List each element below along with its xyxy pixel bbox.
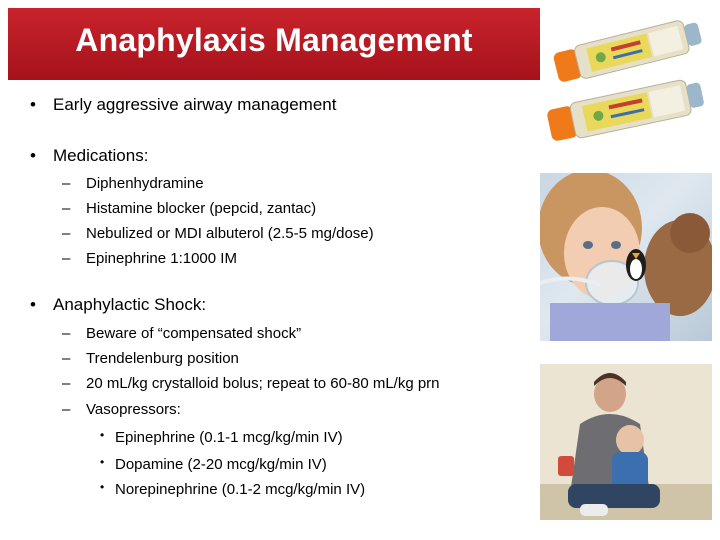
sub-bullet-text: Histamine blocker (pepcid, zantac) bbox=[86, 200, 317, 217]
bullet-mark: • bbox=[100, 455, 105, 469]
father-holding-child-photo bbox=[540, 364, 712, 520]
dash-mark: – bbox=[62, 225, 71, 242]
sub-bullet-text: Diphenhydramine bbox=[86, 175, 204, 192]
sub-sub-bullet-text: Dopamine (2-20 mcg/kg/min IV) bbox=[115, 456, 327, 473]
bullet-mark: • bbox=[100, 480, 105, 494]
sub-bullet-text: Nebulized or MDI albuterol (2.5-5 mg/dose) bbox=[86, 225, 374, 242]
sub-bullet-text: 20 mL/kg crystalloid bolus; repeat to 60-80 mL/kg prn bbox=[86, 375, 440, 392]
dash-mark: – bbox=[62, 250, 71, 267]
dash-mark: – bbox=[62, 175, 71, 192]
sub-bullet-text: Epinephrine 1:1000 IM bbox=[86, 250, 237, 267]
bullet-mark: • bbox=[30, 146, 36, 165]
child-nebulizer-mask-photo bbox=[540, 173, 712, 341]
dash-mark: – bbox=[62, 325, 71, 342]
sub-bullet-text: Vasopressors: bbox=[86, 401, 181, 418]
sub-sub-bullet-text: Norepinephrine (0.1-2 mcg/kg/min IV) bbox=[115, 481, 366, 498]
dash-mark: – bbox=[62, 350, 71, 367]
child-mask-illustration bbox=[540, 173, 712, 341]
dash-mark: – bbox=[62, 401, 71, 418]
sub-sub-bullet-text: Epinephrine (0.1-1 mcg/kg/min IV) bbox=[115, 429, 343, 446]
bullet-text: Medications: bbox=[53, 146, 149, 165]
autoinjector-illustration bbox=[540, 6, 712, 158]
sub-bullet-text: Beware of “compensated shock” bbox=[86, 325, 302, 342]
sub-bullet-text: Trendelenburg position bbox=[86, 350, 239, 367]
dash-mark: – bbox=[62, 375, 71, 392]
bullet-text: Early aggressive airway management bbox=[53, 95, 337, 114]
dash-mark: – bbox=[62, 200, 71, 217]
bullet-text: Anaphylactic Shock: bbox=[53, 295, 207, 314]
bullet-mark: • bbox=[30, 295, 36, 314]
bullet-mark: • bbox=[100, 428, 105, 442]
epinephrine-autoinjectors-photo bbox=[540, 6, 712, 158]
bullet-mark: • bbox=[30, 95, 36, 114]
slide-title: Anaphylaxis Management bbox=[75, 22, 473, 58]
father-child-illustration bbox=[540, 364, 712, 520]
